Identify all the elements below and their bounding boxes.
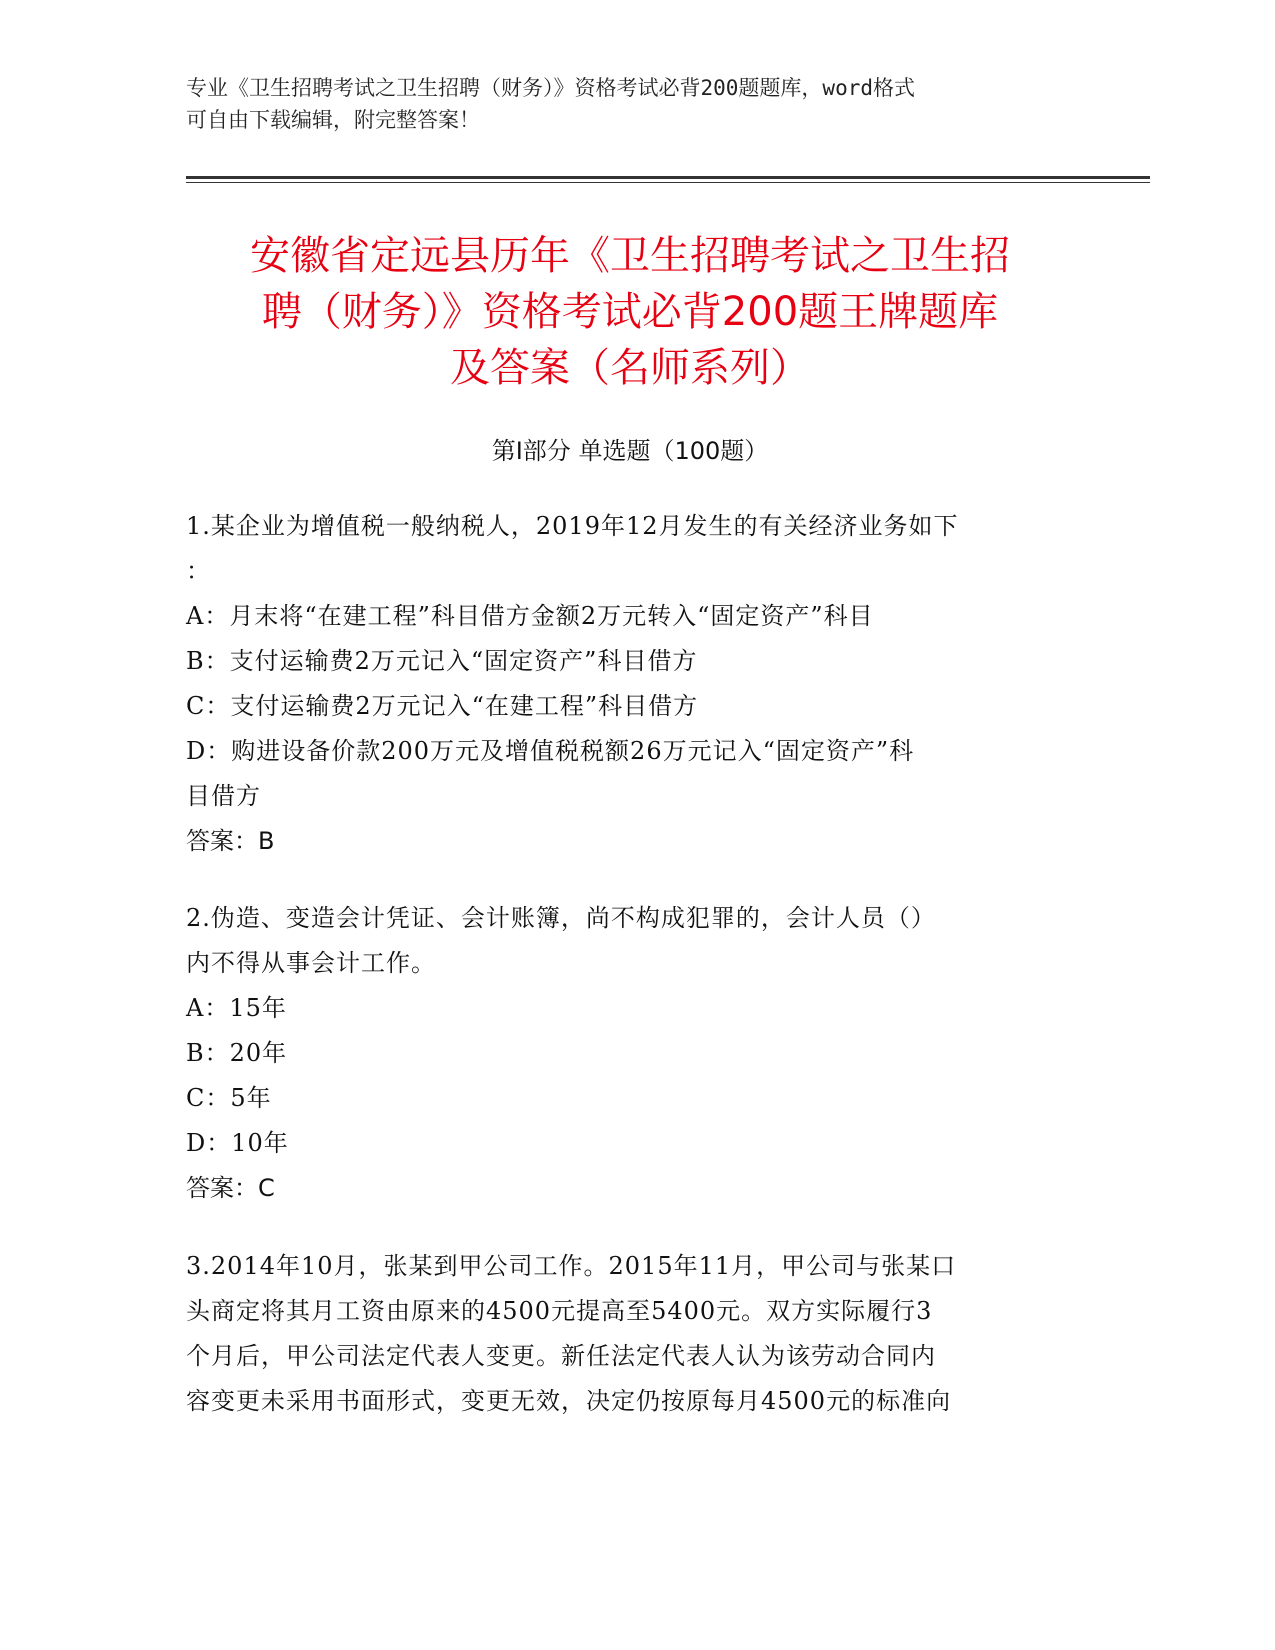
question-stem-line: 2.伪造、变造会计凭证、会计账簿，尚不构成犯罪的，会计人员（） [186,904,936,932]
question-option: B：支付运输费2万元记入“固定资产”科目借方 [186,647,698,675]
question-2 [186,896,1066,1211]
title-line: 安徽省定远县历年《卫生招聘考试之卫生招 [250,233,1010,279]
question-option: C：支付运输费2万元记入“在建工程”科目借方 [186,692,699,720]
title-line: 及答案（名师系列） [450,345,810,391]
question-stem-line: 1.某企业为增值税一般纳税人，2019年12月发生的有关经济业务如下 [186,512,959,540]
intro-line: 专业《卫生招聘考试之卫生招聘（财务）》资格考试必背200题题库，word格式 [186,76,915,100]
document-intro [186,72,1066,136]
question-stem-line: 容变更未采用书面形式，变更无效，决定仍按原每月4500元的标准向 [186,1387,952,1415]
question-option: D：购进设备价款200万元及增值税税额26万元记入“固定资产”科 [186,737,915,765]
question-3 [186,1244,1066,1424]
question-stem-line: 3.2014年10月，张某到甲公司工作。2015年11月，甲公司与张某口 [186,1252,957,1280]
document-title [180,228,1080,396]
question-answer: 答案：B [186,827,275,855]
question-option: 目借方 [186,782,261,810]
question-answer: 答案：C [186,1174,275,1202]
header-divider-thin [186,182,1150,183]
question-stem-line: 头商定将其月工资由原来的4500元提高至5400元。双方实际履行3 [186,1297,933,1325]
question-1 [186,504,1066,864]
question-option: D：10年 [186,1129,289,1157]
intro-line: 可自由下载编辑，附完整答案！ [186,108,480,132]
section-heading: 第Ⅰ部分 单选题（100题） [491,437,769,465]
question-stem-line: ： [186,557,211,585]
question-option: B：20年 [186,1039,288,1067]
question-stem-line: 内不得从事会计工作。 [186,949,436,977]
question-option: C：5年 [186,1084,272,1112]
header-divider-thick [186,176,1150,179]
title-line: 聘（财务）》资格考试必背200题王牌题库 [261,289,999,335]
question-option: A：月末将“在建工程”科目借方金额2万元转入“固定资产”科目 [186,602,874,630]
question-option: A：15年 [186,994,287,1022]
question-stem-line: 个月后，甲公司法定代表人变更。新任法定代表人认为该劳动合同内 [186,1342,936,1370]
